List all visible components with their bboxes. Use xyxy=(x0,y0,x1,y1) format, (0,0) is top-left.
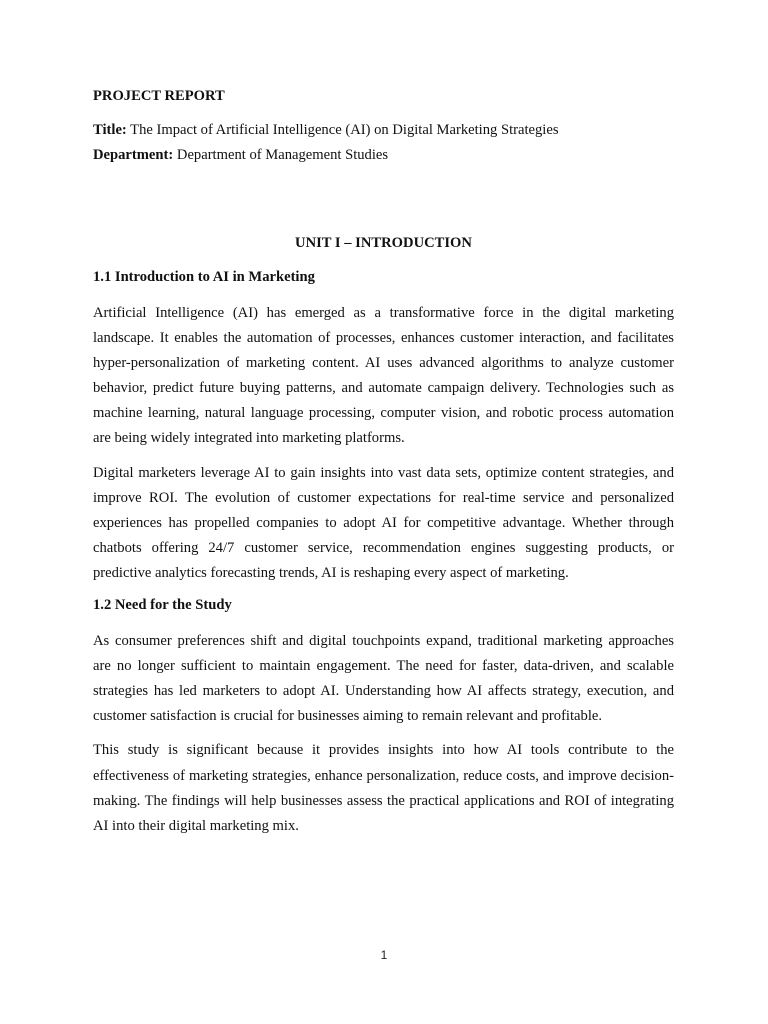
report-label: PROJECT REPORT xyxy=(93,88,225,104)
paragraph-1-2-a: As consumer preferences shift and digital touchpoints expand, traditional marketing approaches are no longer sufficient to maintain engagement. The need for faster, data-driven, and scalable strategies has led marketers to adopt AI. Understanding how AI affects strategy, execution, and customer satisfaction is crucial for businesses aiming to remain relevant and profitable. xyxy=(93,633,674,725)
paragraph-1-2-b: This study is significant because it provides insights into how AI tools contribute to the effectiveness of marketing strategies, enhance personalization, reduce costs, and improve decision-making. The findings will help businesses assess the practical applications and ROI of integrating AI into their digital marketing mix. xyxy=(93,742,674,834)
department-key: Department: xyxy=(93,147,174,163)
department-value: Department of Management Studies xyxy=(176,147,389,163)
department-line xyxy=(93,145,674,165)
paragraph-1-1-a: Artificial Intelligence (AI) has emerged as a transformative force in the digital marketing landscape. It enables the automation of processes, enhances customer interaction, and facilitates hyper-personalization of marketing content. AI uses advanced algorithms to analyze customer behavior, predict future buying patterns, and automate campaign delivery. Technologies such as machine learning, natural language processing, computer vision, and robotic process automation are being widely integrated into marketing platforms. xyxy=(93,305,674,447)
page-number: 1 xyxy=(380,948,388,962)
title-line xyxy=(93,120,674,140)
page-content xyxy=(93,86,674,848)
section-heading-1-2: 1.2 Need for the Study xyxy=(93,597,232,614)
paragraph-1-1-b: Digital marketers leverage AI to gain insights into vast data sets, optimize content strategies, and improve ROI. The evolution of customer expectations for real-time service and personalized experiences has propelled companies to adopt AI for competitive advantage. Whether through chatbots offering 24/7 customer service, recommendation engines suggesting products, or predictive analytics forecasting trends, AI is reshaping every aspect of marketing. xyxy=(93,464,674,581)
title-value: The Impact of Artificial Intelligence (AI) on Digital Marketing Strategies xyxy=(130,122,559,138)
section-heading-1-1: 1.1 Introduction to AI in Marketing xyxy=(93,269,315,285)
title-key: Title: xyxy=(93,122,127,138)
unit-heading: UNIT I – INTRODUCTION xyxy=(295,235,472,251)
